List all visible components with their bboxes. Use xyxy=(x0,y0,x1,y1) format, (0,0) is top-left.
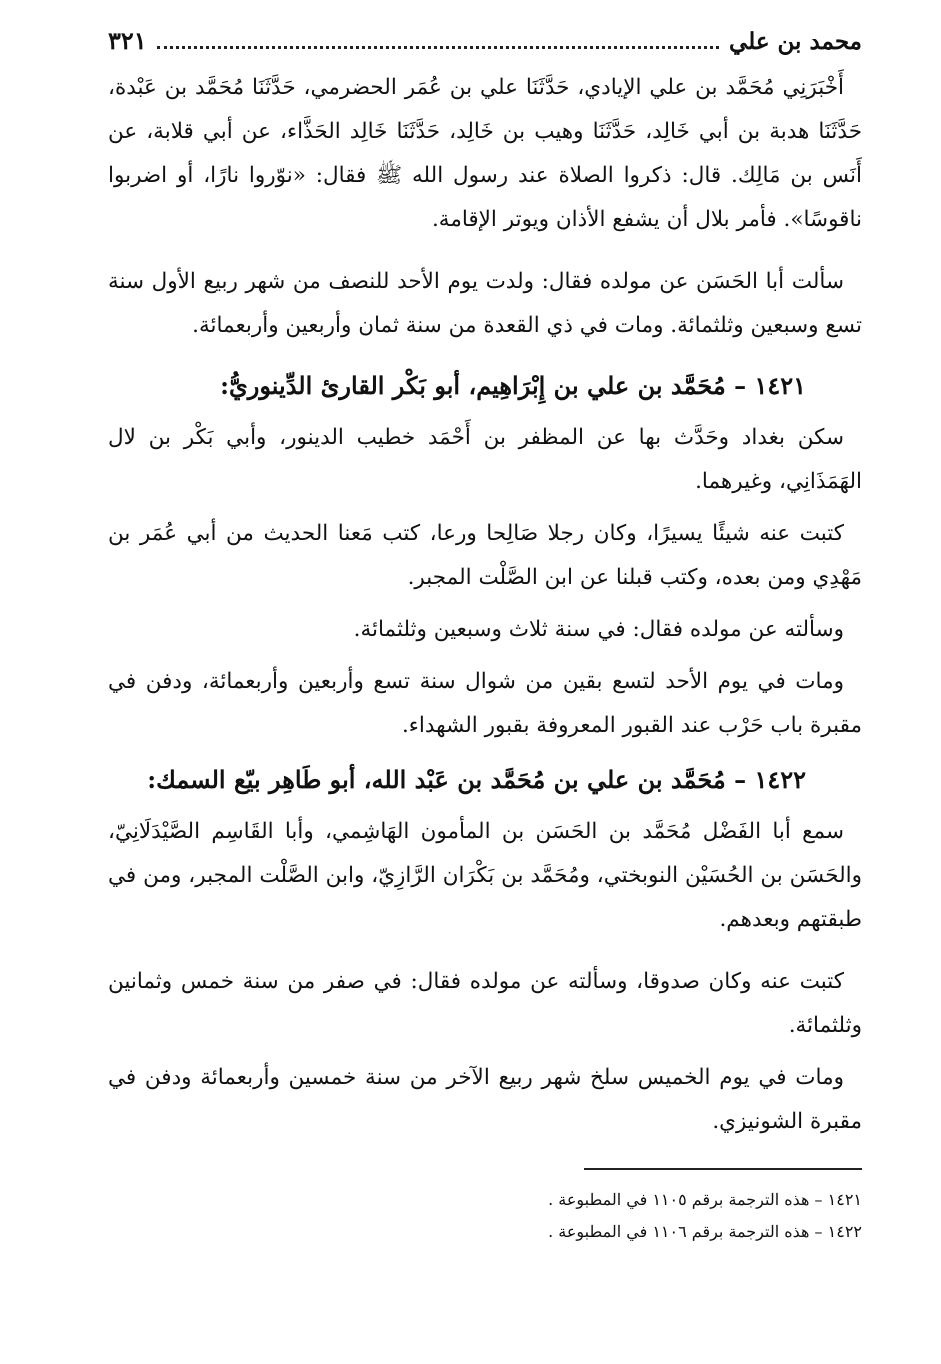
birth-death-paragraph: سألت أبا الحَسَن عن مولده فقال: ولدت يوم الأحد للنصف من شهر ربيع الأول سنة تسع وسبعين وثلثمائة. ومات في ذي القعدة من سنة ثمان وأربعين وأربعمائة. xyxy=(108,269,862,338)
entry-heading-1422: ١٤٢٢ – مُحَمَّد بن علي بن مُحَمَّد بن عَبْد الله، أبو طَاهِر بيّع السمك: xyxy=(147,765,806,794)
entry-1422-paragraph: ومات في يوم الخميس سلخ شهر ربيع الآخر من سنة خمسين وأربعمائة ودفن في مقبرة الشونيزي. xyxy=(108,1065,862,1134)
running-head-title: محمد بن علي xyxy=(729,28,862,55)
entry-1421-paragraph: ومات في يوم الأحد لتسع بقين من شوال سنة تسع وأربعين وأربعمائة، ودفن في مقبرة باب حَرْب عند القبور المعروفة بقبور الشهداء. xyxy=(108,669,862,738)
entry-1422-paragraph: سمع أبا الفَضْل مُحَمَّد بن الحَسَن بن المأمون الهَاشِمي، وأبا القَاسِم الصَّيْدَلَانِيّ، والحَسَن بن الحُسَيْن النوبختي، ومُحَمَّد بن بَكْرَان الرَّازِيّ، وابن الصَّلْت المجبر، ومن في طبقتهم وبعدهم. xyxy=(108,819,862,932)
entry-1421-paragraph: كتبت عنه شيئًا يسيرًا، وكان رجلا صَالِحا ورعا، كتب مَعنا الحديث من أبي عُمَر بن مَهْدِي ومن بعده، وكتب قبلنا عن ابن الصَّلْت المجبر. xyxy=(108,521,862,590)
entry-1421-paragraph: وسألته عن مولده فقال: في سنة ثلاث وسبعين وثلثمائة. xyxy=(353,617,844,642)
footnote-1421: ١٤٢١ – هذه الترجمة برقم ١١٠٥ في المطبوعة . xyxy=(548,1190,862,1209)
running-head xyxy=(108,26,862,66)
hadith-paragraph: أَخْبَرَنِي مُحَمَّد بن علي الإيادي، حَدَّثَنَا علي بن عُمَر الحضرمي، حَدَّثَنَا مُحَمَّد بن عَبْدة، حَدَّثَنَا هدبة بن أبي خَالِد، حَدَّثَنَا وهيب بن خَالِد، حَدَّثَنَا خَالِد الحَذَّاء، عن أبي قلابة، عن أَنَس بن مَالِك. قال: ذكروا الصلاة عند رسول الله ﷺ فقال: «نوّروا نارًا، أو اضربوا ناقوسًا». فأمر بلال أن يشفع الأذان ويوتر الإقامة. xyxy=(108,75,862,232)
entry-1421-paragraph: سكن بغداد وحَدَّث بها عن المظفر بن أَحْمَد خطيب الدينور، وأبي بَكْر بن لال الهَمَذَانِي، وغيرهما. xyxy=(108,425,862,494)
running-head-dot-leader xyxy=(157,46,719,49)
entry-1422-paragraph: كتبت عنه وكان صدوقا، وسألته عن مولده فقال: في صفر من سنة خمس وثمانين وثلثمائة. xyxy=(108,969,862,1038)
footnote-divider xyxy=(584,1168,862,1170)
book-page xyxy=(108,26,862,1248)
entry-heading-1421: ١٤٢١ – مُحَمَّد بن علي بن إِبْرَاهِيم، أبو بَكْر القارئ الدِّينوريُّ: xyxy=(220,371,806,400)
page-number: ٣٢١ xyxy=(108,26,147,55)
footnote-1422: ١٤٢٢ – هذه الترجمة برقم ١١٠٦ في المطبوعة . xyxy=(548,1222,862,1241)
